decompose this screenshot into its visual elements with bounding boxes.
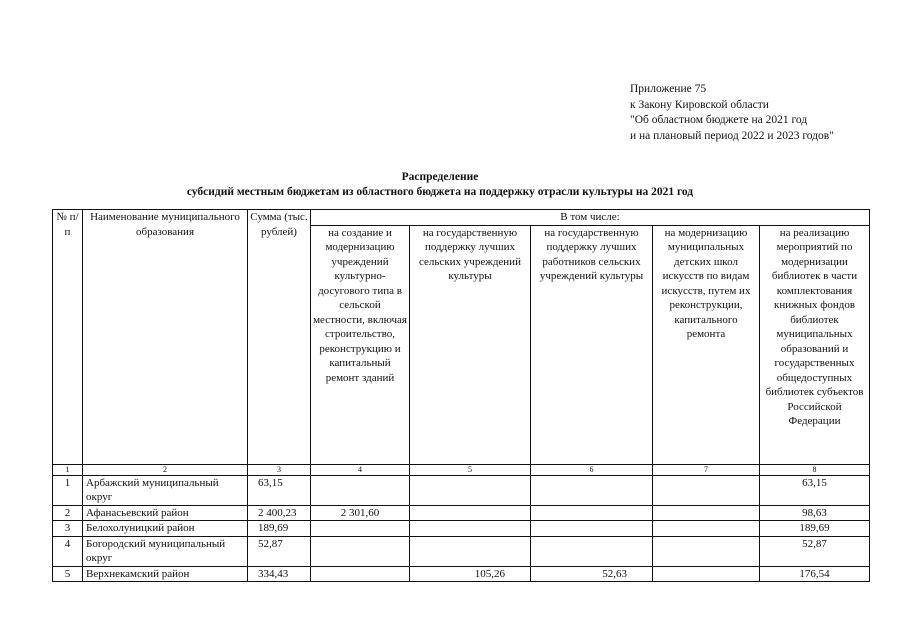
row-c4 <box>311 566 410 582</box>
row-c6 <box>531 475 653 505</box>
row-c4 <box>311 475 410 505</box>
header-col-4: на создание и модернизацию учреждений культурно-досугового типа в сельской местности, включая строительство, реконструкцию и капитальный ремонт зданий <box>311 225 410 464</box>
annex-line-3: "Об областном бюджете на 2021 год <box>630 114 808 126</box>
header-col-5: на государственную поддержку лучших сельских учреждений культуры <box>410 225 531 464</box>
col-number: 6 <box>531 464 653 475</box>
column-number-row <box>53 464 870 475</box>
row-c7 <box>653 536 760 566</box>
row-c7 <box>653 475 760 505</box>
header-col-6: на государственную поддержку лучших работников сельских учреждений культуры <box>531 225 653 464</box>
row-c5 <box>410 475 531 505</box>
subsidy-table <box>52 209 870 582</box>
row-name: Верхнекамский район <box>83 566 248 582</box>
row-c7 <box>653 521 760 537</box>
annex-line-2: к Закону Кировской области <box>630 98 769 111</box>
row-c8: 176,54 <box>760 566 870 582</box>
row-c4 <box>311 536 410 566</box>
row-no: 1 <box>53 475 83 505</box>
row-c8: 52,87 <box>760 536 870 566</box>
row-c6 <box>531 536 653 566</box>
row-name: Афанасьевский район <box>83 505 248 521</box>
table-row <box>53 505 870 521</box>
row-sum: 63,15 <box>248 475 311 505</box>
row-c8: 63,15 <box>760 475 870 505</box>
row-c6 <box>531 505 653 521</box>
row-sum: 334,43 <box>248 566 311 582</box>
row-c7 <box>653 566 760 582</box>
row-no: 5 <box>53 566 83 582</box>
header-col-8: на реализацию мероприятий по модернизации библиотек в части комплектования книжных фондов библиотек муниципальных образований и государственных общедоступных библиотек субъектов Российской Федерации <box>760 225 870 464</box>
table-row <box>53 521 870 537</box>
row-c4: 2 301,60 <box>311 505 410 521</box>
title-line-2: субсидий местным бюджетам из областного бюджета на поддержку отрасли культуры на 2021 год <box>186 186 694 198</box>
annex-line-4: и на плановый период 2022 и 2023 годов" <box>630 129 834 142</box>
header-no: № п/п <box>53 210 83 465</box>
header-row-1 <box>53 210 870 226</box>
row-sum: 2 400,23 <box>248 505 311 521</box>
annex-line-1: Приложение 75 <box>630 83 707 95</box>
document-title <box>150 170 730 200</box>
row-c6 <box>531 521 653 537</box>
col-number: 1 <box>53 464 83 475</box>
annex-header <box>630 82 834 144</box>
col-number: 7 <box>653 464 760 475</box>
row-c5 <box>410 521 531 537</box>
row-c5: 105,26 <box>410 566 531 582</box>
title-line-1: Распределение <box>401 171 479 183</box>
row-c5 <box>410 536 531 566</box>
row-c8: 98,63 <box>760 505 870 521</box>
col-number: 8 <box>760 464 870 475</box>
table-row <box>53 566 870 582</box>
row-c4 <box>311 521 410 537</box>
row-name: Белохолуницкий район <box>83 521 248 537</box>
table-row <box>53 536 870 566</box>
col-number: 2 <box>83 464 248 475</box>
header-col-7: на модернизацию муниципальных детских школ искусств по видам искусств, путем их реконструкции, капитального ремонта <box>653 225 760 464</box>
row-c8: 189,69 <box>760 521 870 537</box>
col-number: 5 <box>410 464 531 475</box>
table-row <box>53 475 870 505</box>
row-no: 4 <box>53 536 83 566</box>
row-no: 2 <box>53 505 83 521</box>
row-c6: 52,63 <box>531 566 653 582</box>
row-name: Арбажский муниципальный округ <box>83 475 248 505</box>
row-sum: 189,69 <box>248 521 311 537</box>
header-sum: Сумма (тыс. рублей) <box>248 210 311 465</box>
header-name: Наименование муниципального образования <box>83 210 248 465</box>
row-name: Богородский муниципальный округ <box>83 536 248 566</box>
row-c5 <box>410 505 531 521</box>
row-c7 <box>653 505 760 521</box>
col-number: 3 <box>248 464 311 475</box>
row-no: 3 <box>53 521 83 537</box>
header-including: В том числе: <box>311 210 870 226</box>
col-number: 4 <box>311 464 410 475</box>
row-sum: 52,87 <box>248 536 311 566</box>
